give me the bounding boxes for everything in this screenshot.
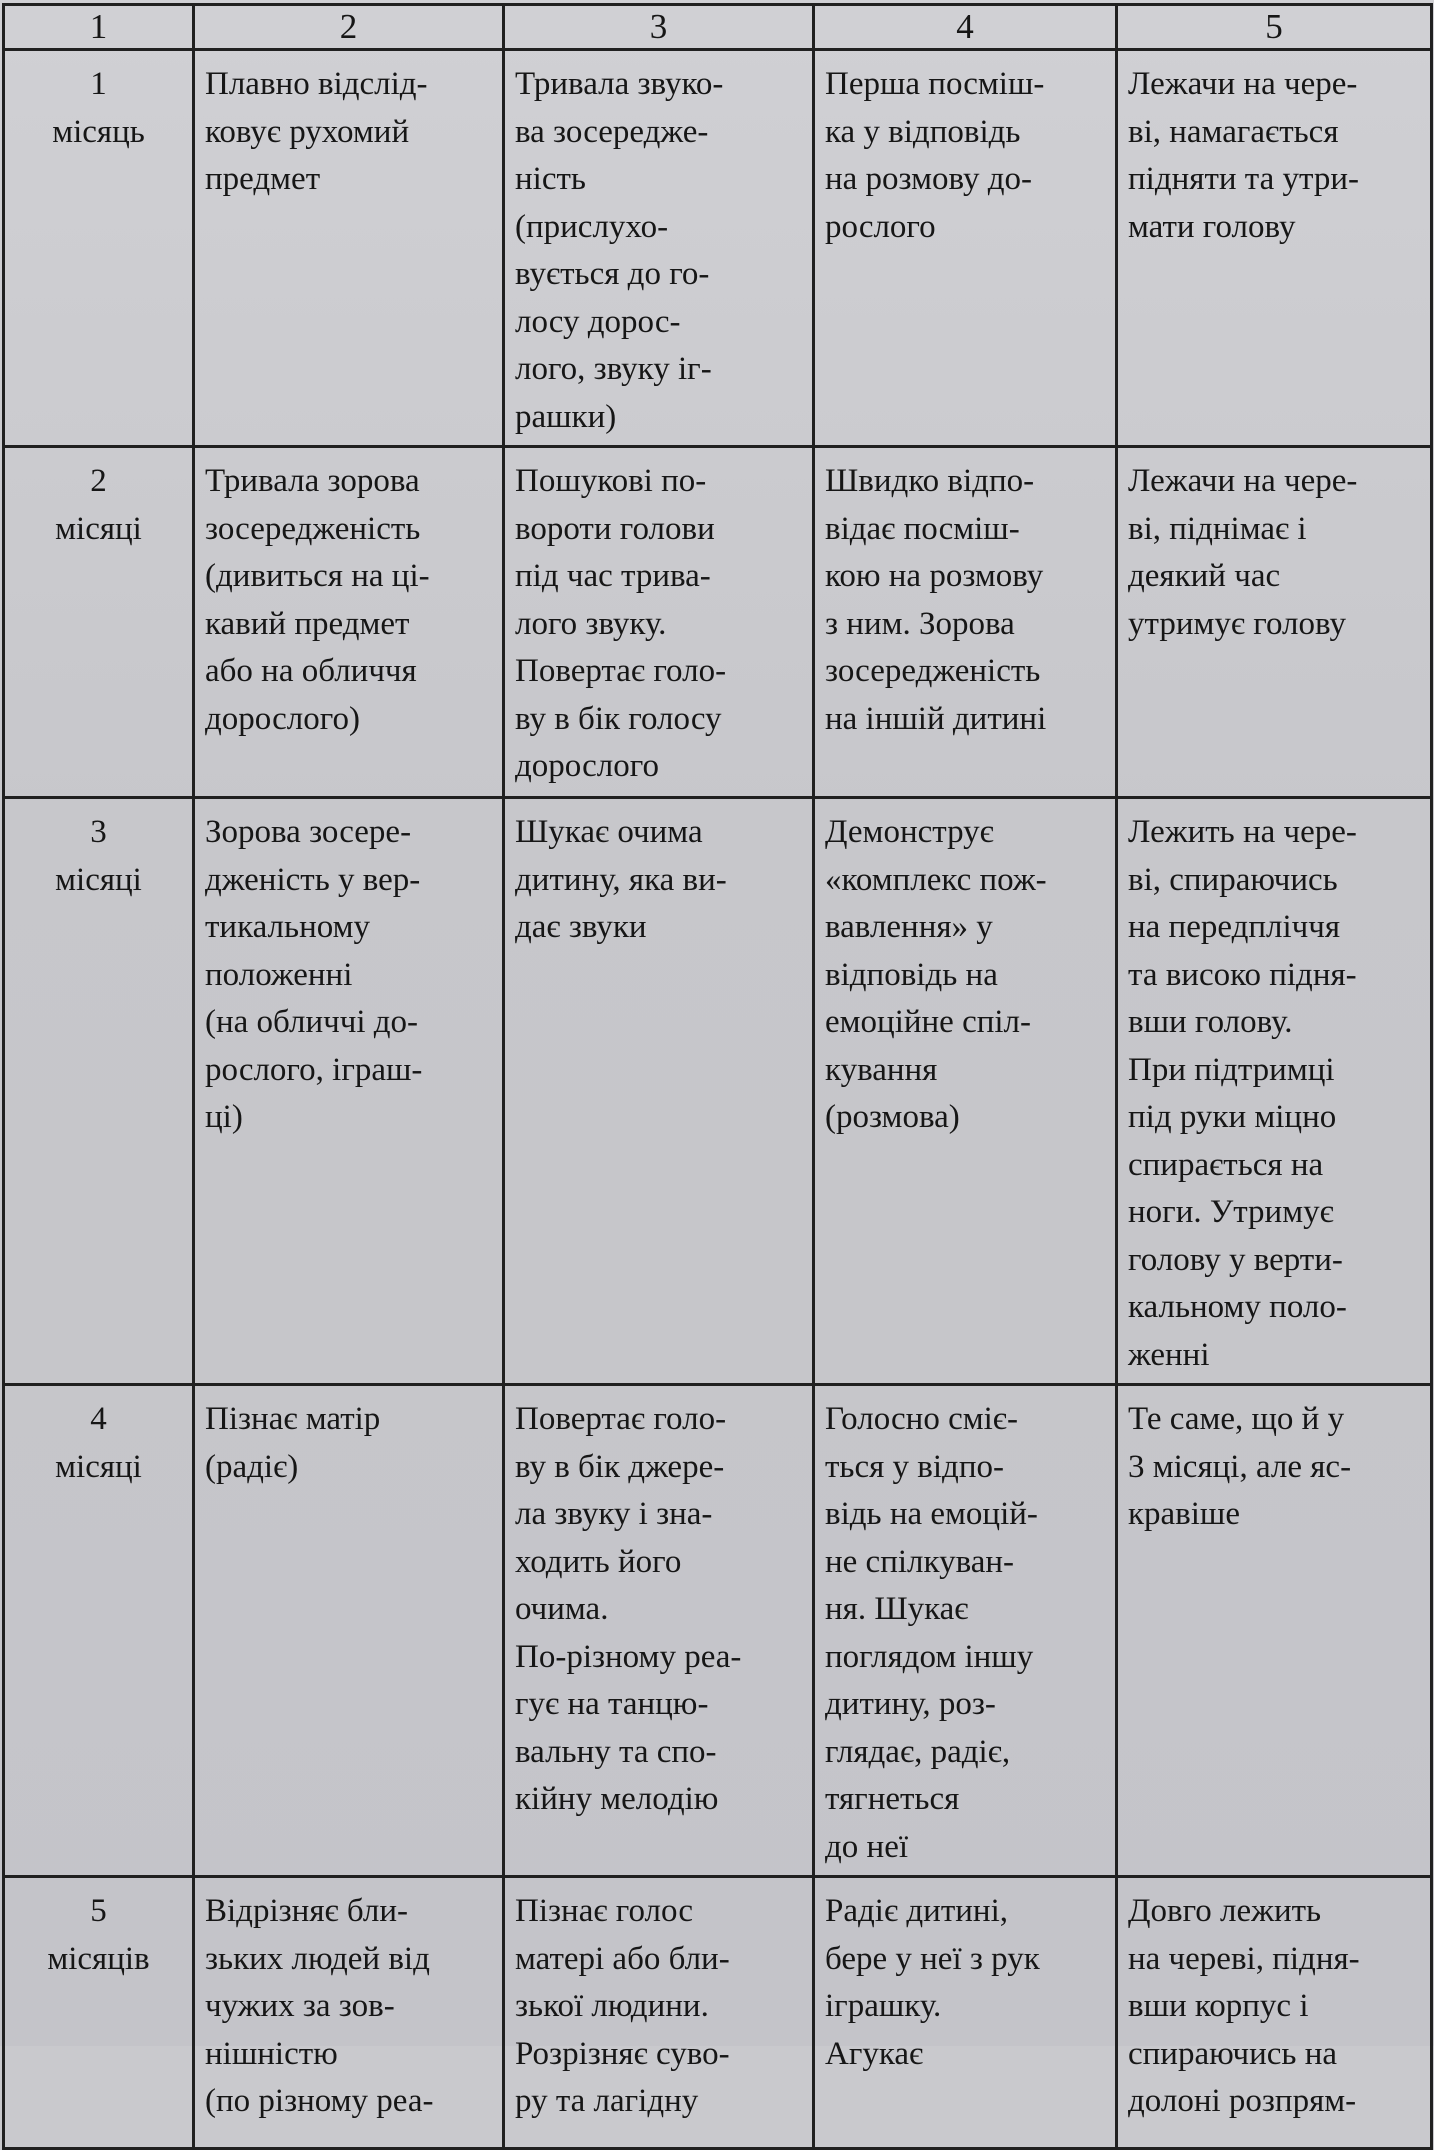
text-line: не спілкуван-: [825, 1543, 1015, 1580]
text-line: нішністю: [205, 2035, 338, 2072]
auditory-cell: [504, 798, 814, 1385]
text-line: місяці: [55, 861, 142, 898]
age-cell: [4, 798, 194, 1385]
text-line: вавлення» у: [825, 909, 993, 945]
text-line: тягнеться: [825, 1781, 960, 1817]
text-line: на іншій дитині: [825, 700, 1047, 737]
social-cell: [814, 798, 1117, 1385]
text-line: зьких людей від: [205, 1940, 430, 1977]
text-line: тикальному: [205, 909, 370, 945]
text-line: Лежачи на чере-: [1128, 463, 1358, 499]
text-line: чужих за зов-: [205, 1988, 395, 2024]
text-line: По-різному реа-: [515, 1638, 742, 1675]
text-line: лого звуку.: [515, 605, 667, 642]
text-line: бере у неї з рук: [825, 1940, 1040, 1977]
text-line: кравіше: [1128, 1496, 1240, 1532]
text-line: дитину, роз-: [825, 1686, 996, 1722]
text-line: кійну мелодію: [515, 1781, 719, 1817]
text-line: Зорова зосере-: [205, 814, 412, 850]
text-line: 2: [90, 463, 107, 499]
text-line: відає посміш-: [825, 510, 1020, 547]
text-line: зосередженість: [825, 653, 1041, 689]
auditory-cell: [504, 50, 814, 447]
text-line: Відрізняє бли-: [205, 1893, 409, 1929]
text-line: відповідь на: [825, 956, 998, 993]
column-number-2: 2: [194, 5, 504, 50]
text-line: ка у відповідь: [825, 113, 1021, 150]
text-line: дитину, яка ви-: [515, 861, 727, 898]
text-line: Те саме, що й у: [1128, 1401, 1345, 1437]
text-line: гує на танцю-: [515, 1686, 709, 1722]
text-line: ковує рухомий: [205, 113, 410, 150]
text-line: 3: [90, 814, 107, 850]
text-line: Перша посміш-: [825, 66, 1045, 102]
text-line: очима.: [515, 1591, 609, 1627]
text-line: Плавно відслід-: [205, 66, 428, 102]
text-line: Довго лежить: [1128, 1893, 1322, 1929]
text-line: Демонструє: [825, 814, 994, 850]
text-line: вши корпус і: [1128, 1988, 1309, 2024]
text-line: Пізнає голос: [515, 1893, 693, 1929]
text-line: кальному поло-: [1128, 1289, 1347, 1325]
development-table: [2, 3, 1433, 2150]
text-line: на череві, підня-: [1128, 1940, 1360, 1977]
text-line: Пошукові по-: [515, 463, 707, 499]
text-line: ться у відпо-: [825, 1448, 1004, 1485]
motor-cell: [1117, 1877, 1432, 2149]
text-line: емоційне спіл-: [825, 1004, 1032, 1040]
social-cell: [814, 1877, 1117, 2149]
text-line: місяці: [55, 1448, 142, 1485]
text-line: рослого: [825, 208, 936, 245]
text-line: Тривала звуко-: [515, 66, 724, 102]
social-cell: [814, 447, 1117, 798]
text-line: ру та лагідну: [515, 2083, 699, 2119]
text-line: іграшку.: [825, 1988, 942, 2024]
motor-cell: [1117, 447, 1432, 798]
column-number-1: 1: [4, 5, 194, 50]
text-line: Пізнає матір: [205, 1401, 381, 1437]
text-line: голову у верти-: [1128, 1241, 1343, 1278]
auditory-cell: [504, 1385, 814, 1877]
text-line: матері або бли-: [515, 1940, 730, 1977]
table-row: [4, 1385, 1432, 1877]
text-line: ня. Шукає: [825, 1591, 969, 1627]
age-cell: [4, 447, 194, 798]
text-line: кавий предмет: [205, 605, 410, 642]
visual-cell: [194, 798, 504, 1385]
text-line: зосередженість: [205, 510, 421, 547]
text-line: дорослого: [515, 748, 659, 784]
table-row: [4, 447, 1432, 798]
auditory-cell: [504, 1877, 814, 2149]
auditory-cell: [504, 447, 814, 798]
social-cell: [814, 1385, 1117, 1877]
text-line: 4: [90, 1401, 107, 1437]
text-line: кування: [825, 1051, 938, 1088]
text-line: вується до го-: [515, 256, 710, 292]
text-line: кою на розмову: [825, 558, 1044, 594]
text-line: вши голову.: [1128, 1004, 1293, 1040]
text-line: підняти та утри-: [1128, 161, 1359, 197]
table-row: [4, 798, 1432, 1385]
text-line: рашки): [515, 398, 617, 435]
text-line: ві, піднімає і: [1128, 510, 1307, 547]
text-line: поглядом іншу: [825, 1638, 1034, 1675]
text-line: вороти голови: [515, 510, 715, 547]
age-cell: [4, 1385, 194, 1877]
social-cell: [814, 50, 1117, 447]
text-line: Голосно сміє-: [825, 1401, 1018, 1437]
text-line: 5: [90, 1893, 107, 1929]
text-line: долоні розпрям-: [1128, 2083, 1357, 2119]
text-line: лого, звуку іг-: [515, 351, 712, 387]
text-line: Радіє дитині,: [825, 1893, 1008, 1929]
visual-cell: [194, 1385, 504, 1877]
column-number-4: 4: [814, 5, 1117, 50]
text-line: ходить його: [515, 1543, 682, 1580]
text-line: 3 місяці, але яс-: [1128, 1448, 1352, 1485]
text-line: місяці: [55, 510, 142, 547]
visual-cell: [194, 1877, 504, 2149]
table-row: [4, 1877, 1432, 2149]
text-line: Шукає очима: [515, 814, 703, 850]
text-line: ву в бік джере-: [515, 1448, 725, 1485]
text-line: (дивиться на ці-: [205, 558, 430, 594]
text-line: відь на емоцій-: [825, 1496, 1038, 1532]
text-line: спираючись на: [1128, 2035, 1338, 2072]
text-line: положенні: [205, 956, 353, 993]
text-line: на передпліччя: [1128, 909, 1341, 945]
motor-cell: [1117, 798, 1432, 1385]
text-line: ву в бік голосу: [515, 700, 722, 737]
motor-cell: [1117, 50, 1432, 447]
text-line: ність: [515, 161, 586, 197]
text-line: глядає, радіє,: [825, 1733, 1011, 1770]
text-line: під руки міцно: [1128, 1099, 1337, 1135]
visual-cell: [194, 447, 504, 798]
age-cell: [4, 50, 194, 447]
text-line: утримує голову: [1128, 605, 1346, 642]
text-line: до неї: [825, 1828, 909, 1865]
text-line: під час трива-: [515, 558, 711, 594]
text-line: Агукає: [825, 2035, 924, 2072]
column-number-5: 5: [1117, 5, 1432, 50]
text-line: місяців: [47, 1940, 150, 1977]
text-line: ла звуку і зна-: [515, 1496, 713, 1532]
text-line: Лежачи на чере-: [1128, 66, 1358, 102]
text-line: Тривала зорова: [205, 463, 420, 499]
text-line: Повертає голо-: [515, 653, 727, 689]
text-line: предмет: [205, 161, 321, 197]
text-line: 1: [90, 66, 107, 102]
text-line: ві, спираючись: [1128, 861, 1338, 898]
age-cell: [4, 1877, 194, 2149]
text-line: ці): [205, 1099, 243, 1135]
text-line: (прислухо-: [515, 208, 669, 245]
text-line: Повертає голо-: [515, 1401, 727, 1437]
text-line: Розрізняє суво-: [515, 2035, 730, 2072]
text-line: ві, намагається: [1128, 113, 1339, 150]
text-line: «комплекс пож-: [825, 861, 1047, 898]
header-row: [4, 5, 1432, 50]
text-line: ноги. Утримує: [1128, 1194, 1334, 1230]
text-line: дженість у вер-: [205, 861, 421, 898]
text-line: При підтримці: [1128, 1051, 1335, 1088]
column-number-3: 3: [504, 5, 814, 50]
text-line: (радіє): [205, 1448, 299, 1485]
text-line: рослого, іграш-: [205, 1051, 423, 1088]
text-line: дає звуки: [515, 909, 647, 945]
text-line: Швидко відпо-: [825, 463, 1035, 499]
text-line: Лежить на чере-: [1128, 814, 1357, 850]
text-line: дорослого): [205, 700, 360, 737]
text-line: з ним. Зорова: [825, 605, 1015, 642]
text-line: на розмову до-: [825, 161, 1032, 197]
text-line: деякий час: [1128, 558, 1281, 594]
text-line: лосу дорос-: [515, 303, 681, 340]
text-line: (по різному реа-: [205, 2083, 434, 2119]
table-row: [4, 50, 1432, 447]
text-line: місяць: [52, 113, 145, 150]
text-line: (на обличчі до-: [205, 1004, 419, 1040]
text-line: вальну та спо-: [515, 1733, 717, 1770]
text-line: спирається на: [1128, 1146, 1324, 1183]
motor-cell: [1117, 1385, 1432, 1877]
text-line: женні: [1128, 1336, 1210, 1373]
text-line: ва зосередже-: [515, 113, 709, 150]
text-line: або на обличчя: [205, 653, 417, 689]
text-line: зької людини.: [515, 1988, 709, 2024]
visual-cell: [194, 50, 504, 447]
text-line: (розмова): [825, 1099, 960, 1135]
text-line: мати голову: [1128, 208, 1296, 245]
text-line: та високо підня-: [1128, 956, 1357, 993]
